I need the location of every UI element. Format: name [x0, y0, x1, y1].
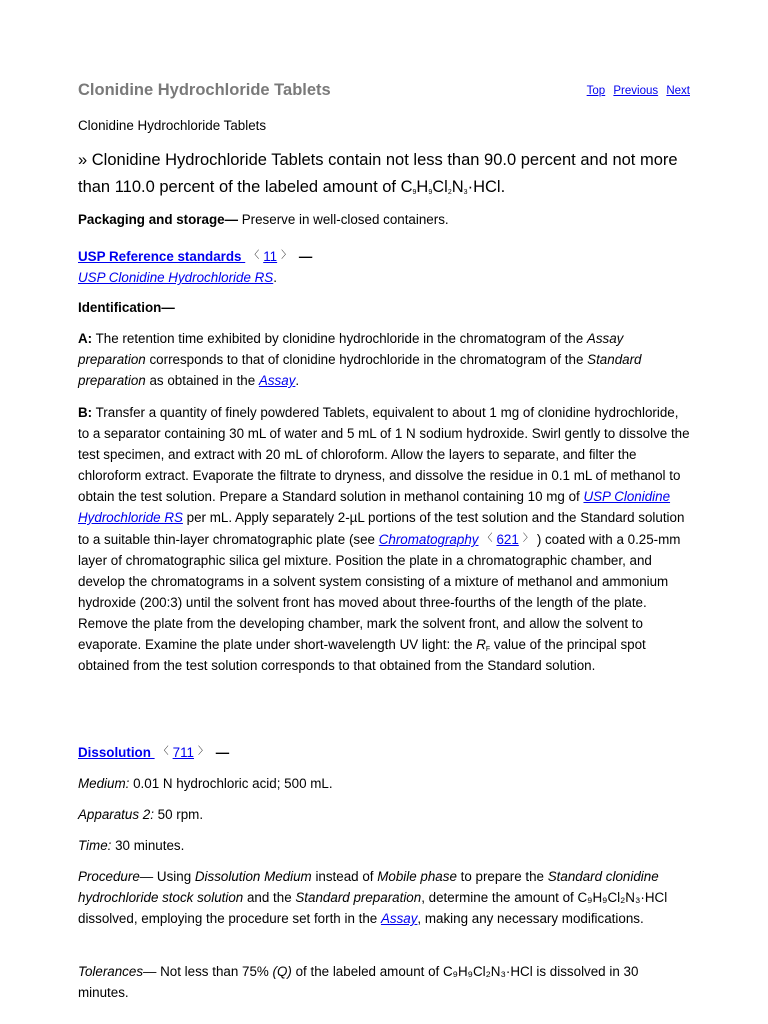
subtitle: Clonidine Hydrochloride Tablets: [78, 118, 267, 133]
dissolution-link[interactable]: Dissolution: [78, 745, 155, 760]
usp-reference-standards: [78, 245, 690, 288]
left-angle-icon: 〈: [158, 746, 169, 757]
right-angle-icon: 〉: [522, 533, 533, 544]
id-b-text: Transfer a quantity of finely powdered Tablets, equivalent to about 1 mg of clonidine hydrochloride, to a separator containing 30 mL of water and 5 mL of 1 N sodium hydroxide. Swirl gently to dissolve the test specimen, and extract with 20 mL of chloroform. Allow the layers to separate, and filter the chloroform extract. Evaporate the filtrate to dryness, and dissolve the residue in 0.1 mL of methanol to obtain the test solution. Prepare a Standard solution in methanol containing 10 mg of: [78, 405, 690, 504]
procedure-text: Using: [153, 869, 195, 884]
dissolution-tolerances: [78, 961, 690, 1003]
id-b-text: per mL. Apply separately 2-µL portions of the test solution and the Standard solution to a suitable thin-layer chromatographic plate (see: [78, 510, 685, 547]
dissolution-procedure: [78, 866, 690, 929]
nav-previous-link[interactable]: Previous: [613, 85, 659, 97]
dissolution-time: [78, 835, 690, 856]
procedure-text: , making any necessary modifications.: [417, 911, 644, 926]
lead-text: » Clonidine Hydrochloride Tablets contain not less than 90.0 percent and not more than 110.0 percent of the labeled amount of C: [78, 151, 678, 196]
lead-text: H: [416, 178, 429, 196]
time-text: 30 minutes.: [111, 838, 185, 853]
dissolution-dash: —: [211, 745, 230, 760]
lead-sub: 2: [447, 189, 452, 196]
procedure-text: to prepare the: [456, 869, 548, 884]
dissolution-apparatus: [78, 804, 690, 825]
identification-heading: [78, 297, 690, 318]
tolerances-text: of the labeled amount of C₉H₉Cl₂N₃·HCl is dissolved in 30 minutes.: [78, 964, 639, 1000]
id-a-text: as obtained in the: [145, 373, 259, 388]
lead-text: N: [451, 178, 464, 196]
lead-sub: 9: [428, 189, 433, 196]
procedure-text: and the: [243, 890, 296, 905]
id-a-text: .: [295, 373, 300, 388]
id-a-text: The retention time exhibited by clonidine hydrochloride in the chromatogram of the: [92, 331, 587, 346]
period-text: .: [273, 270, 277, 285]
nav-top-link[interactable]: Top: [586, 85, 606, 97]
time-label: Time:: [78, 838, 112, 853]
usp-clonidine-rs-link[interactable]: USP Clonidine Hydrochloride RS: [78, 270, 274, 285]
id-a-text: corresponds to that of clonidine hydrochloride in the chromatogram of the: [145, 352, 588, 367]
id-a-italic: Assay preparation: [78, 331, 624, 367]
id-a-label: A:: [78, 331, 93, 346]
usp-ref-dash: —: [295, 249, 313, 264]
packaging-text: Preserve in well-closed containers.: [238, 212, 449, 227]
procedure-italic: Dissolution Medium: [194, 869, 312, 884]
right-angle-icon: 〉: [197, 746, 208, 757]
dissolution-medium: [78, 773, 690, 794]
title-row: [78, 78, 690, 102]
procedure-label: Procedure—: [78, 869, 154, 884]
procedure-italic: Standard clonidine hydrochloride stock solution: [78, 869, 659, 905]
nav-links: [582, 81, 690, 102]
page-title: Clonidine Hydrochloride Tablets: [78, 81, 331, 99]
lead-sub: 3: [463, 189, 468, 196]
lead-sub: 9: [412, 189, 417, 196]
left-angle-icon: 〈: [482, 533, 493, 544]
procedure-italic: Mobile phase: [377, 869, 457, 884]
usp-clonidine-rs-link[interactable]: USP Clonidine Hydrochloride RS: [78, 489, 671, 525]
left-angle-icon: 〈: [249, 250, 260, 261]
tolerances-label: Tolerances—: [78, 964, 157, 979]
medium-text: 0.01 N hydrochloric acid; 500 mL.: [129, 776, 333, 791]
procedure-text: , determine the amount of C₉H₉Cl₂N₃·HCl dissolved, employing the procedure set forth in the: [78, 890, 668, 926]
dissolution-ref-link[interactable]: 711: [172, 745, 194, 760]
usp-ref-number-link[interactable]: 11: [263, 249, 278, 264]
packaging-label: Packaging and storage—: [78, 212, 238, 227]
apparatus-text: 50 rpm.: [153, 807, 204, 822]
lead-text: Cl: [432, 178, 448, 196]
id-b-text: value of the principal spot obtained from the test solution corresponds to that obtained from the Standard solution.: [78, 637, 646, 673]
tolerances-q: (Q): [272, 964, 292, 979]
tolerances-text: Not less than 75%: [156, 964, 273, 979]
lead-statement: [78, 147, 690, 201]
chromatography-ref-link[interactable]: 621: [496, 532, 519, 547]
apparatus-label: Apparatus 2:: [78, 807, 154, 822]
assay-link[interactable]: Assay: [258, 373, 296, 388]
id-a-italic: Standard preparation: [78, 352, 642, 388]
procedure-italic: Standard preparation: [295, 890, 422, 905]
id-b-label: B:: [78, 405, 93, 420]
identification-heading-text: Identification—: [78, 300, 175, 315]
procedure-text: instead of: [311, 869, 378, 884]
usp-reference-standards-link[interactable]: USP Reference standards: [78, 249, 246, 264]
identification-a: [78, 328, 690, 391]
lead-text: ·HCl.: [467, 178, 506, 196]
rf-sub: F: [485, 646, 491, 653]
id-b-text: ) coated with a 0.25-mm layer of chromatographic silica gel mixture. Position the plate in a chromatographic chamber, and develop the chromatograms in a solvent system consisting of a mixture of methanol and ammonium hydroxide (200:3) until the solvent front has moved about three-fourths of the length of the plate. Remove the plate from the developing chamber, mark the solvent front, and allow the solvent to evaporate. Examine the plate under short-wavelength UV light: the: [78, 532, 681, 652]
nav-next-link[interactable]: Next: [666, 85, 690, 97]
dissolution-heading: [78, 741, 690, 763]
assay-link[interactable]: Assay: [380, 911, 418, 926]
chromatography-link[interactable]: Chromatography: [378, 532, 479, 547]
packaging-storage: [78, 209, 690, 230]
right-angle-icon: 〉: [281, 250, 292, 261]
identification-b: [78, 402, 690, 676]
rf-symbol: R: [476, 637, 486, 652]
medium-label: Medium:: [78, 776, 130, 791]
